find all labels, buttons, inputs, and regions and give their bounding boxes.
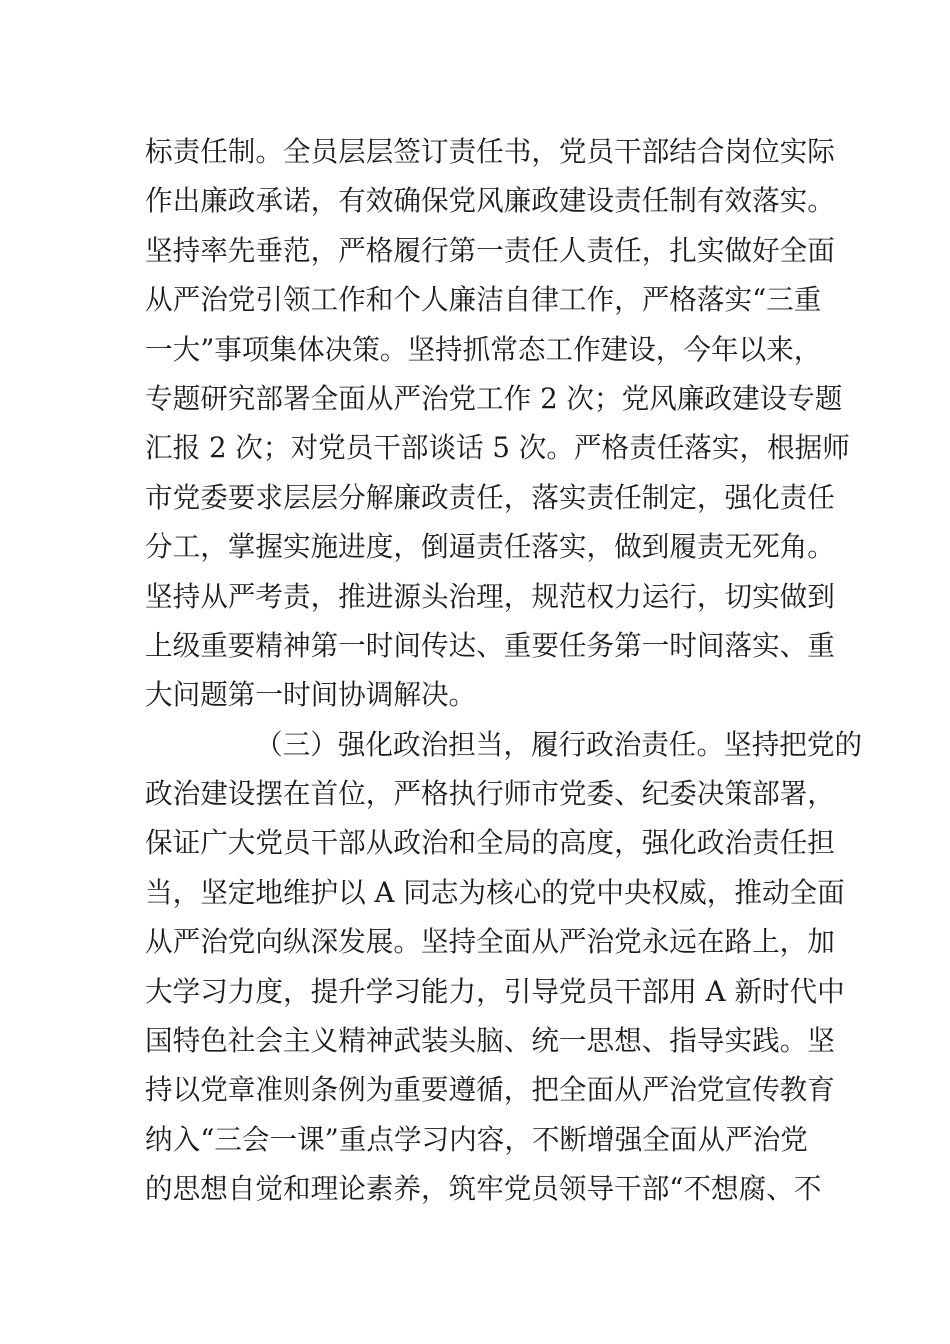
text-line: 当，坚定地维护以 A 同志为核心的党中央权威，推动全面 [145, 875, 845, 909]
text-line: 大问题第一时间协调解决。 [145, 678, 477, 712]
text-line: 作出廉政承诺，有效确保党风廉政建设责任制有效落实。 [145, 184, 835, 218]
text-line: 专题研究部署全面从严治党工作 2 次；党风廉政建设专题 [145, 381, 843, 415]
text-line: 坚持率先垂范，严格履行第一责任人责任，扎实做好全面 [145, 233, 835, 267]
text-line: 大学习力度，提升学习能力，引导党员干部用 A 新时代中 [145, 974, 845, 1008]
text-line: 持以党章准则条例为重要遵循，把全面从严治党宣传教育 [145, 1073, 835, 1107]
text-line: 政治建设摆在首位，严格执行师市党委、纪委决策部署， [145, 777, 835, 811]
text-line: 分工，掌握实施进度，倒逼责任落实，做到履责无死角。 [145, 530, 835, 564]
text-line: 保证广大党员干部从政治和全局的高度，强化政治责任担 [145, 826, 835, 860]
text-line: 从严治党向纵深发展。坚持全面从严治党永远在路上，加 [145, 925, 835, 959]
text-line: 国特色社会主义精神武装头脑、统一思想、指导实践。坚 [145, 1024, 835, 1058]
text-line: 上级重要精神第一时间传达、重要任务第一时间落实、重 [145, 628, 835, 662]
text-line: 汇报 2 次；对党员干部谈话 5 次。严格责任落实，根据师 [145, 431, 850, 465]
text-line: 一大”事项集体决策。坚持抓常态工作建设，今年以来， [145, 332, 822, 366]
text-line: 的思想自觉和理论素养，筑牢党员领导干部“不想腐、不 [145, 1172, 822, 1206]
section-heading-line: （三）强化政治担当，履行政治责任。坚持把党的 [255, 727, 863, 761]
text-line: 市党委要求层层分解廉政责任，落实责任制定，强化责任 [145, 480, 835, 514]
text-line: 纳入“三会一课”重点学习内容，不断增强全面从严治党 [145, 1122, 808, 1156]
text-line: 坚持从严考责，推进源头治理，规范权力运行，切实做到 [145, 579, 835, 613]
text-line: 从严治党引领工作和个人廉洁自律工作，严格落实“三重 [145, 283, 822, 317]
text-line: 标责任制。全员层层签订责任书，党员干部结合岗位实际 [145, 135, 835, 168]
body-text [145, 127, 863, 1214]
